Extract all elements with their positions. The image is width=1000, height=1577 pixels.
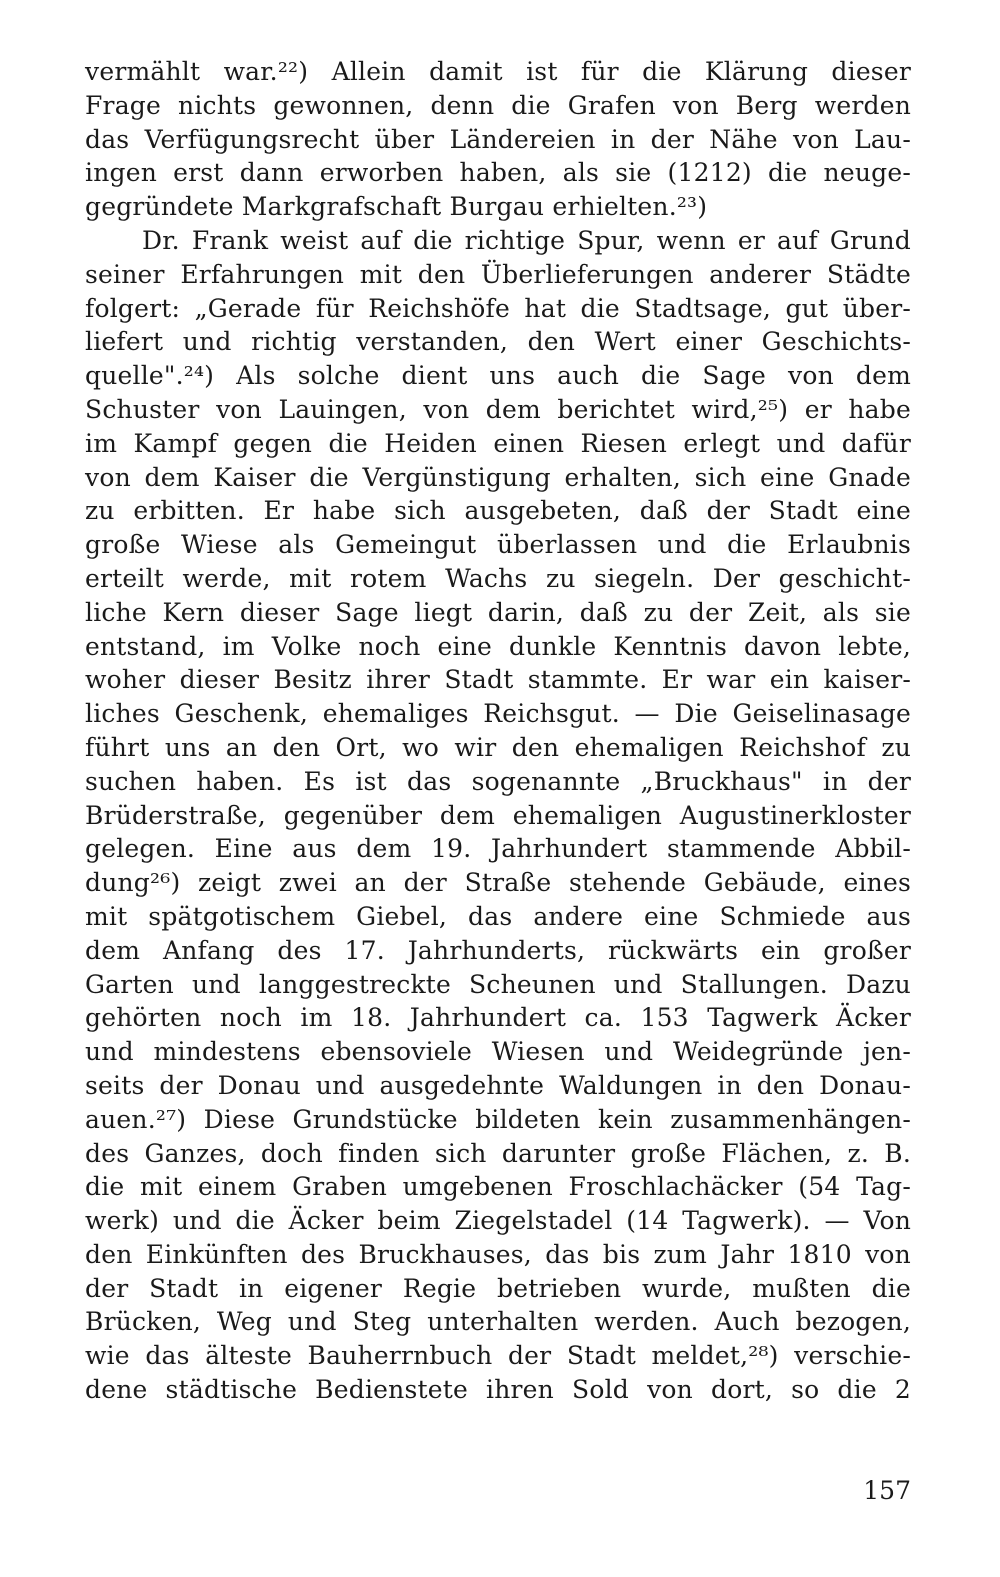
text-line: das Verfügungsrecht über Ländereien in der Nähe von Lau-	[85, 124, 911, 154]
text-line: wie das älteste Bauherrnbuch der Stadt meldet,²⁸) verschie-	[85, 1341, 911, 1371]
text-line: große Wiese als Gemeingut überlassen und die Erlaubnis	[85, 530, 911, 560]
text-line: werk) und die Äcker beim Ziegelstadel (14 Tagwerk). — Von	[85, 1206, 911, 1236]
text-line: gelegen. Eine aus dem 19. Jahrhundert stammende Abbil-	[85, 834, 911, 864]
text-line: dene städtische Bedienstete ihren Sold von dort, so die 2	[85, 1375, 911, 1405]
text-line: ingen erst dann erworben haben, als sie (1212) die neuge-	[85, 158, 911, 188]
text-line: erteilt werde, mit rotem Wachs zu siegeln. Der geschicht-	[85, 563, 911, 593]
text-line: zu erbitten. Er habe sich ausgebeten, daß der Stadt eine	[85, 496, 911, 526]
text-line: die mit einem Graben umgebenen Froschlachäcker (54 Tag-	[85, 1172, 911, 1202]
text-line: quelle".²⁴) Als solche dient uns auch die Sage von dem	[85, 361, 911, 391]
text-line: von dem Kaiser die Vergünstigung erhalten, sich eine Gnade	[85, 462, 911, 492]
body-text	[85, 55, 911, 1407]
text-line: dung²⁶) zeigt zwei an der Straße stehende Gebäude, eines	[85, 868, 911, 898]
text-line: Brücken, Weg und Steg unterhalten werden. Auch bezogen,	[85, 1307, 911, 1337]
text-line: des Ganzes, doch finden sich darunter große Flächen, z. B.	[85, 1138, 911, 1168]
text-line: liche Kern dieser Sage liegt darin, daß zu der Zeit, als sie	[85, 597, 911, 627]
text-line: und mindestens ebensoviele Wiesen und Weidegründe jen-	[85, 1037, 911, 1067]
text-line: seiner Erfahrungen mit den Überlieferungen anderer Städte	[85, 259, 911, 289]
text-line: auen.²⁷) Diese Grundstücke bildeten kein zusammenhängen-	[85, 1104, 911, 1134]
text-line: seits der Donau und ausgedehnte Waldungen in den Donau-	[85, 1070, 911, 1100]
text-line: führt uns an den Ort, wo wir den ehemaligen Reichshof zu	[85, 732, 911, 762]
text-line: liches Geschenk, ehemaliges Reichsgut. — Die Geiselinasage	[85, 699, 911, 729]
text-line: Frage nichts gewonnen, denn die Grafen von Berg werden	[85, 90, 911, 120]
page-number: 157	[863, 1476, 911, 1505]
text-line: gegründete Markgrafschaft Burgau erhielten.²³)	[85, 192, 708, 222]
text-line: den Einkünften des Bruckhauses, das bis zum Jahr 1810 von	[85, 1239, 911, 1269]
text-line: gehörten noch im 18. Jahrhundert ca. 153 Tagwerk Äcker	[85, 1003, 911, 1033]
text-line: entstand, im Volke noch eine dunkle Kenntnis davon lebte,	[85, 631, 911, 661]
text-line: Schuster von Lauingen, von dem berichtet wird,²⁵) er habe	[85, 394, 911, 424]
text-line: mit spätgotischem Giebel, das andere eine Schmiede aus	[85, 901, 911, 931]
text-line: Dr. Frank weist auf die richtige Spur, wenn er auf Grund	[142, 225, 911, 255]
text-line: woher dieser Besitz ihrer Stadt stammte. Er war ein kaiser-	[85, 665, 911, 695]
text-line: dem Anfang des 17. Jahrhunderts, rückwärts ein großer	[85, 935, 911, 965]
text-line: suchen haben. Es ist das sogenannte „Bruckhaus" in der	[85, 766, 911, 796]
text-line: vermählt war.²²) Allein damit ist für die Klärung dieser	[85, 57, 911, 86]
text-line: der Stadt in eigener Regie betrieben wurde, mußten die	[85, 1273, 911, 1303]
text-line: Garten und langgestreckte Scheunen und Stallungen. Dazu	[85, 969, 911, 999]
text-line: Brüderstraße, gegenüber dem ehemaligen Augustinerkloster	[85, 800, 911, 830]
text-line: im Kampf gegen die Heiden einen Riesen erlegt und dafür	[85, 428, 911, 458]
text-line: folgert: „Gerade für Reichshöfe hat die Stadtsage, gut über-	[85, 293, 911, 323]
text-line: liefert und richtig verstanden, den Wert einer Geschichts-	[85, 327, 911, 357]
